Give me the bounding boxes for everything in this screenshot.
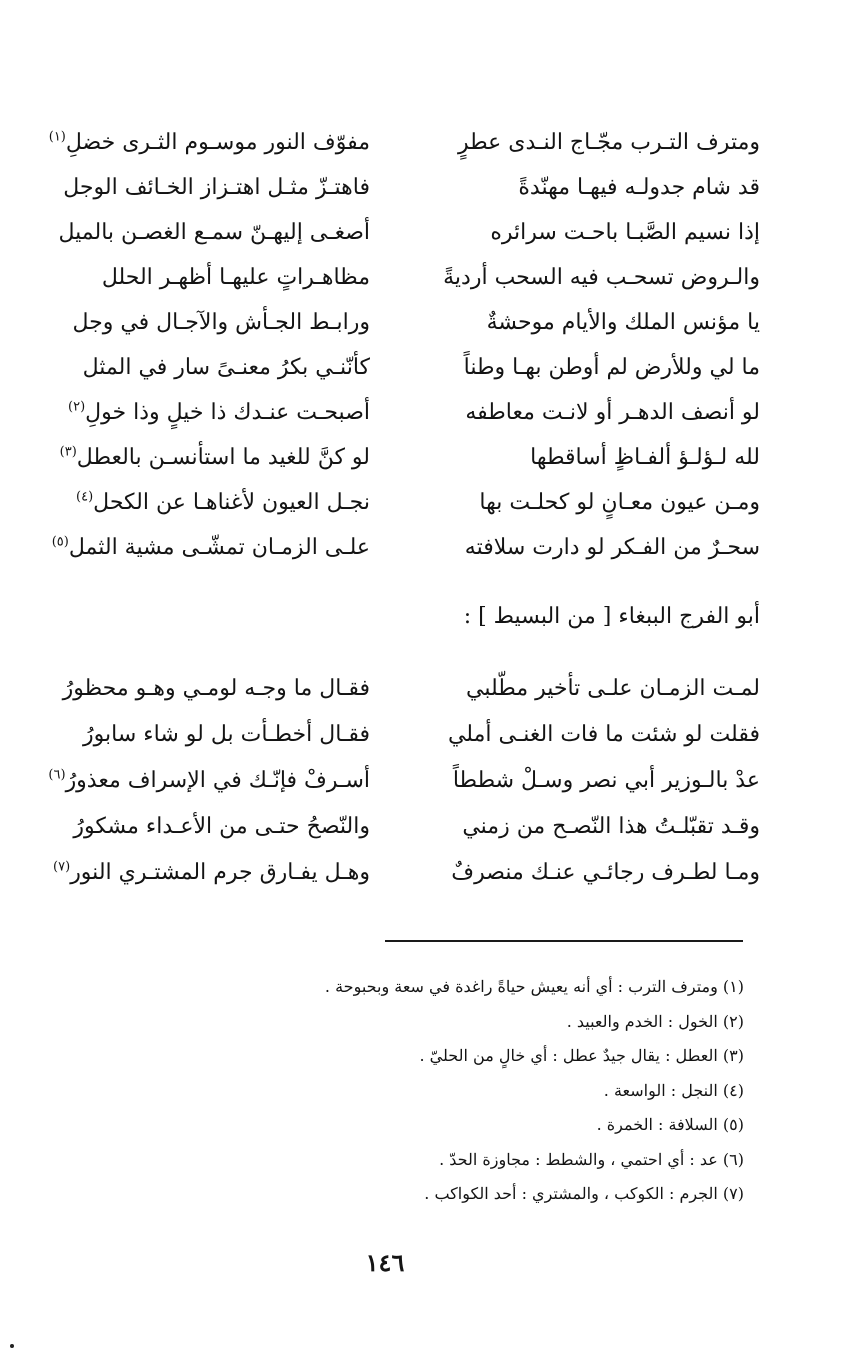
- poem-second: [30, 666, 760, 896]
- footnote-item: (٣) العطل : يقال جيدٌ عطل : أي خالٍ من الحليّ .: [419, 1046, 744, 1065]
- footnotes-list: [144, 970, 744, 1212]
- footnote-divider: [385, 940, 743, 942]
- verse-second-hemistich: [25, 300, 370, 345]
- hemistich-text: لو كنَّ للغيد ما استأنسـن بالعطل: [76, 445, 370, 470]
- verse-first-hemistich: لمـت الزمـان علـى تأخير مطّلبي: [466, 676, 760, 701]
- verse-second-hemistich: [25, 712, 370, 757]
- verse-second-hemistich: [25, 850, 370, 895]
- verse-first-hemistich: لله لـؤلـؤ ألفـاظٍ أساقطها: [530, 445, 760, 470]
- hemistich-text: أصغـى إليهـنّ سمـع الغصـن بالميل: [58, 220, 370, 245]
- verse-second-hemistich: [25, 390, 370, 435]
- verse-second-hemistich: [25, 165, 370, 210]
- verse-first-hemistich: فقلت لو شئت ما فات الغنـى أملي: [447, 722, 760, 747]
- footnote-marker: (٣): [59, 444, 77, 460]
- verse-first-hemistich: والـروض تسحـب فيه السحب أرديةً: [443, 265, 760, 290]
- hemistich-text: مفوّف النور موسـوم الثـرى خضلِ: [65, 130, 370, 155]
- verse-second-hemistich: [25, 666, 370, 711]
- verse-row: [30, 390, 760, 435]
- verse-row: [30, 120, 760, 165]
- footnote-item: (٦) عد : أي احتمي ، والشطط : مجاوزة الحدّ .: [439, 1149, 744, 1169]
- footnote-item: (٧) الجرم : الكوكب ، والمشتري : أحد الكواكب .: [424, 1184, 744, 1203]
- verse-row: [30, 666, 760, 712]
- verse-first-hemistich: قد شام جدولـه فيهـا مهنّدةً: [518, 175, 760, 200]
- hemistich-text: والنّصحُ حتـى من الأعـداء مشكورُ: [73, 814, 370, 839]
- footnote-item: (٤) النجل : الواسعة .: [603, 1080, 744, 1100]
- verse-first-hemistich: وقـد تقبّلـتُ هذا النّصـح من زمني: [462, 814, 760, 839]
- verse-second-hemistich: [25, 804, 370, 849]
- verse-first-hemistich: سحـرٌ من الفـكر لو دارت سلافته: [464, 535, 760, 560]
- footnote-item: (٢) الخول : الخدم والعبيد .: [566, 1011, 744, 1031]
- hemistich-text: علـى الزمـان تمشّـى مشية الثمل: [68, 535, 370, 560]
- scan-speck: [10, 1344, 14, 1348]
- verse-first-hemistich: لو أنصف الدهـر أو لانـت معاطفه: [465, 400, 760, 425]
- verse-second-hemistich: [25, 120, 370, 165]
- footnote-item: (١) ومترف الترب : أي أنه يعيش حياةً راغدة في سعة وبحبوحة .: [324, 977, 744, 996]
- hemistich-text: أصبحـت عنـدك ذا خيلٍ وذا خولِ: [85, 400, 370, 425]
- verse-row: [30, 300, 760, 345]
- poet-heading: أبو الفرج الببغاء [ من البسيط ] :: [463, 604, 760, 629]
- hemistich-text: ورابـط الجـأش والآجـال في وجل: [72, 310, 370, 335]
- verse-first-hemistich: يا مؤنس الملك والأيام موحشةٌ: [486, 310, 760, 335]
- verse-row: [30, 210, 760, 255]
- verse-row: [30, 165, 760, 210]
- footnote-marker: (٦): [48, 767, 66, 783]
- hemistich-text: فقـال ما وجـه لومـي وهـو محظورُ: [62, 676, 370, 701]
- verse-row: [30, 804, 760, 850]
- hemistich-text: أسـرفْ فإنّـك في الإسراف معذورُ: [65, 768, 370, 793]
- verse-row: [30, 480, 760, 525]
- verse-second-hemistich: [25, 255, 370, 300]
- verse-first-hemistich: ما لي وللأرض لم أوطن بهـا وطناً: [463, 355, 760, 380]
- verse-row: [30, 255, 760, 300]
- footnote-marker: (٧): [53, 859, 71, 875]
- verse-first-hemistich: ومـن عيون معـانٍ لو كحلـت بها: [479, 490, 760, 515]
- footnote-marker: (٤): [76, 489, 94, 505]
- verse-first-hemistich: ومـا لطـرف رجائـي عنـك منصرفٌ: [451, 860, 760, 885]
- verse-row: [30, 435, 760, 480]
- verse-second-hemistich: [25, 525, 370, 570]
- hemistich-text: نجـل العيون لأغناهـا عن الكحل: [93, 490, 370, 515]
- hemistich-text: فقـال أخطـأت بل لو شاء سابورُ: [83, 722, 370, 747]
- verse-second-hemistich: [25, 210, 370, 255]
- verse-row: [30, 525, 760, 570]
- footnote-marker: (٥): [51, 534, 69, 550]
- verse-first-hemistich: ومترف التـرب مجّـاج النـدى عطرٍ: [457, 130, 760, 155]
- poem-first: [30, 120, 760, 570]
- verse-second-hemistich: [25, 435, 370, 480]
- hemistich-text: فاهتـزّ مثـل اهتـزاز الخـائف الوجل: [63, 175, 370, 200]
- verse-first-hemistich: عدْ بالـوزير أبي نصر وسـلْ شططاً: [452, 768, 760, 793]
- verse-second-hemistich: [25, 480, 370, 525]
- verse-row: [30, 850, 760, 896]
- verse-second-hemistich: [25, 345, 370, 390]
- hemistich-text: كأنّنـي بكرُ معنـىً سار في المثل: [82, 355, 370, 380]
- verse-first-hemistich: إذا نسيم الصَّبـا باحـت سرائره: [490, 220, 760, 245]
- footnote-item: (٥) السلافة : الخمرة .: [596, 1115, 744, 1134]
- hemistich-text: مظاهـراتٍ عليهـا أظهـر الحلل: [101, 265, 370, 290]
- verse-row: [30, 712, 760, 758]
- footnote-marker: (٢): [68, 399, 86, 415]
- verse-row: [30, 758, 760, 804]
- verse-row: [30, 345, 760, 390]
- hemistich-text: وهـل يفـارق جرم المشتـري النور: [70, 860, 370, 885]
- footnote-marker: (١): [48, 129, 66, 145]
- verse-second-hemistich: [25, 758, 370, 803]
- page-number: ١٤٦: [365, 1248, 405, 1277]
